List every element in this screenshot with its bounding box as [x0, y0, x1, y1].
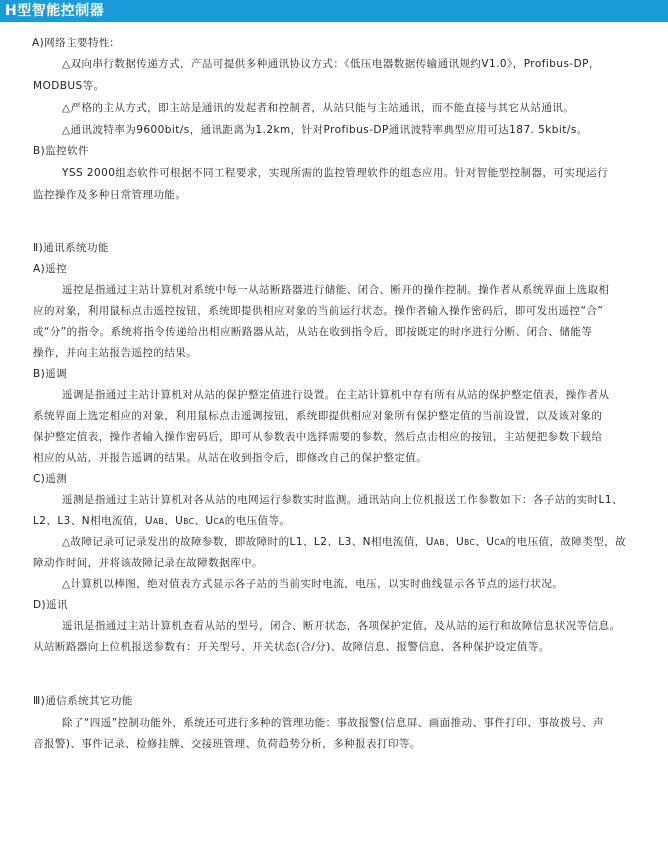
- paragraph-line: 遥讯是指通过主站计算机查看从站的型号，闭合、断开状态，各项保护定值，及从站的运行和故障信息状况等信息。: [62, 620, 621, 632]
- paragraph-line: 遥控是指通过主站计算机对系统中每一从站断路器进行储能、闭合、断开的操作控制。操作者从系统界面上选取相: [62, 284, 610, 296]
- other-functions-heading: Ⅲ)通信系统其它功能: [33, 695, 133, 707]
- paragraph-line: △严格的主从方式，即主站是通讯的发起者和控制者，从站只能与主站通讯，而不能直接与其它从站通讯。: [62, 102, 575, 114]
- paragraph-line: 或“分”的指令。系统将指令传递给出相应断路器从站，从站在收到指令后，即按既定的时序进行分断、闭合、储能等: [33, 326, 593, 338]
- text-segment: 、U: [194, 515, 214, 527]
- text-segment: 、U: [164, 515, 184, 527]
- paragraph-line: 应的对象，利用鼠标点击遥控按钮，系统即提供相应对象的当前运行状态。操作者输入操作密码后，即可发出遥控“合”: [33, 305, 604, 317]
- text-segment: 的电压值，故障类型，故: [505, 536, 627, 548]
- subscript-bc: BC: [183, 517, 195, 526]
- remote-adjust-heading: B)遥调: [33, 368, 68, 380]
- text-segment: 的电压值等。: [224, 515, 291, 527]
- paragraph-line: 遥调是指通过主站计算机对从站的保护整定值进行设置。在主站计算机中存有所有从站的保护整定值表，操作者从: [62, 389, 610, 401]
- paragraph-line: △通讯波特率为9600bit/s，通讯距离为1.2km，针对Profibus-DP通讯波特率典型应用可达187. 5kbit/s。: [62, 124, 588, 136]
- subscript-ab: AB: [152, 517, 165, 526]
- text-segment: 、U: [475, 536, 495, 548]
- paragraph-line: YSS 2000组态软件可根据不同工程要求，实现所需的监控管理软件的组态应用。针对智能型控制器，可实现运行: [62, 167, 609, 179]
- comm-functions-heading: Ⅱ)通讯系统功能: [33, 242, 109, 254]
- subscript-ca: CA: [213, 517, 225, 526]
- remote-signal-heading: D)遥讯: [33, 599, 68, 611]
- paragraph-line: 相应的从站，并报告遥调的结果。从站在收到指令后，即修改自己的保护整定值。: [33, 452, 428, 464]
- paragraph-line: 音报警)、事件记录、检修挂牌、交接班管理、负荷趋势分析，多种报表打印等。: [33, 738, 421, 750]
- remote-measure-heading: C)遥测: [33, 473, 68, 485]
- paragraph-line: 除了“四遥”控制功能外，系统还可进行多种的管理功能：事故报警(信息屏、画面推动、事件打印、事故拨号、声: [62, 717, 604, 729]
- paragraph-line: 遥测是指通过主站计算机对各从站的电网运行参数实时监测。通讯站向上位机报送工作参数如下：各子站的实时L1、: [62, 494, 623, 506]
- paragraph-line: [33, 514, 290, 529]
- subscript-ab: AB: [433, 538, 446, 547]
- subscript-ca: CA: [494, 538, 506, 547]
- text-segment: △故障记录可记录发出的故障参数，即故障时的L1、L2、L3、N相电流值，U: [62, 536, 434, 548]
- paragraph-line: △计算机以棒图，绝对值表方式显示各子站的当前实时电流，电压，以实时曲线显示各节点的运行状况。: [62, 578, 564, 590]
- paragraph-line: MODBUS等。: [33, 80, 105, 92]
- paragraph-line: 监控操作及多种日常管理功能。: [33, 189, 187, 201]
- paragraph-line: 障动作时间，并将该故障记录在故障数据库中。: [33, 557, 263, 569]
- paragraph-line: 从站断路器向上位机报送参数有：开关型号、开关状态(合/分)、故障信息、报警信息、各种保护设定值等。: [33, 641, 550, 653]
- paragraph-line: 操作，并向主站报告遥控的结果。: [33, 347, 198, 359]
- paragraph-line: △双向串行数据传递方式，产品可提供多种通讯协议方式：《低压电器数据传输通讯规约V1.0》，Profibus-DP，: [62, 58, 600, 70]
- monitor-software-heading: B)监控软件: [33, 145, 89, 157]
- header-bar: [0, 0, 668, 22]
- page-title: H型智能控制器: [5, 3, 105, 19]
- paragraph-line: 系统界面上选定相应的对象，利用鼠标点击遥调按钮，系统即提供相应对象所有保护整定值的当前设置，以及该对象的: [33, 410, 603, 422]
- remote-control-heading: A)遥控: [33, 263, 68, 275]
- paragraph-line: [62, 535, 626, 550]
- paragraph-line: 保护整定值表，操作者输入操作密码后，即可从参数表中选择需要的参数，然后点击相应的按钮，主站便把参数下载给: [33, 431, 603, 443]
- subscript-bc: BC: [464, 538, 476, 547]
- text-segment: 、U: [445, 536, 465, 548]
- network-features-heading: A)网络主要特性:: [32, 37, 114, 49]
- text-segment: L2、L3、N相电流值，U: [33, 515, 153, 527]
